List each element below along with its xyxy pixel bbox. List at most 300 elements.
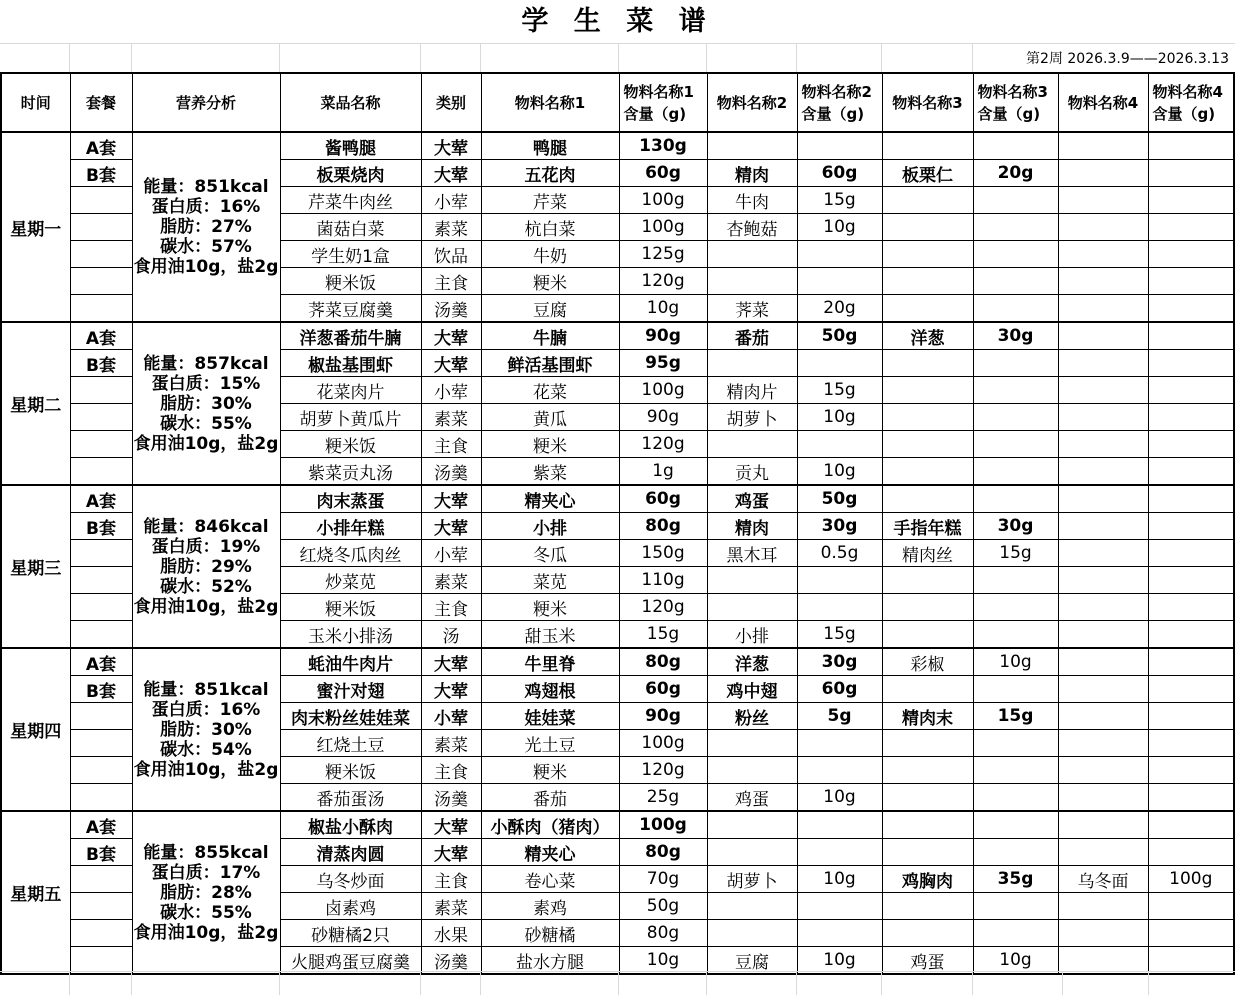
menu-cell: 精肉丝 (882, 540, 973, 567)
menu-cell (1058, 214, 1148, 241)
menu-cell (973, 567, 1058, 594)
menu-cell: 大荤 (421, 485, 481, 513)
menu-cell (882, 187, 973, 214)
menu-cell (1148, 893, 1234, 920)
header-cell: 物料名称1 (481, 73, 619, 132)
menu-cell (1058, 241, 1148, 268)
menu-cell: 蚝油牛肉片 (280, 648, 421, 676)
table-row (1, 648, 1234, 676)
menu-cell: 鲜活基围虾 (481, 350, 619, 377)
menu-cell: 盐水方腿 (481, 947, 619, 975)
menu-cell (973, 377, 1058, 404)
menu-cell (973, 621, 1058, 649)
menu-cell: 鸡蛋 (707, 485, 797, 513)
menu-cell: 乌冬炒面 (280, 866, 421, 893)
menu-cell: 15g (973, 703, 1058, 730)
menu-cell: 汤羹 (421, 947, 481, 975)
nutrition-line: 脂肪：28% (160, 882, 252, 903)
menu-cell: 小酥肉（猪肉） (481, 811, 619, 839)
nutrition-line: 蛋白质：15% (151, 373, 261, 394)
menu-cell (1148, 811, 1234, 839)
menu-cell (707, 132, 797, 160)
menu-cell (1148, 648, 1234, 676)
day-cell: 星期二 (1, 322, 70, 485)
menu-cell: 精肉末 (882, 703, 973, 730)
menu-cell (707, 431, 797, 458)
menu-cell: 卤素鸡 (280, 893, 421, 920)
nutrition-cell (132, 811, 280, 974)
menu-cell (973, 893, 1058, 920)
menu-cell: 大荤 (421, 811, 481, 839)
table-row (1, 811, 1234, 839)
menu-cell: 精肉 (707, 513, 797, 540)
menu-cell: 洋葱番茄牛腩 (280, 322, 421, 350)
menu-cell: 胡萝卜 (707, 866, 797, 893)
menu-table (0, 72, 1235, 975)
menu-cell: 清蒸肉圆 (280, 839, 421, 866)
menu-cell (882, 757, 973, 784)
menu-cell: 120g (619, 594, 707, 621)
menu-cell: 精肉 (707, 160, 797, 187)
combo-cell (70, 540, 132, 567)
menu-cell (973, 431, 1058, 458)
nutrition-line: 蛋白质：17% (151, 862, 261, 883)
menu-cell: 100g (619, 811, 707, 839)
menu-cell (1148, 567, 1234, 594)
menu-cell: 肉末蒸蛋 (280, 485, 421, 513)
menu-cell (973, 757, 1058, 784)
menu-cell: 肉末粉丝娃娃菜 (280, 703, 421, 730)
menu-cell (797, 567, 882, 594)
menu-cell (973, 268, 1058, 295)
menu-cell: 饮品 (421, 241, 481, 268)
header-cell: 物料名称3含量（g) (973, 73, 1058, 132)
menu-cell: 95g (619, 350, 707, 377)
menu-cell (973, 920, 1058, 947)
nutrition-line: 蛋白质：16% (151, 197, 261, 217)
nutrition-line: 食用油10g，盐2g (133, 257, 279, 277)
menu-cell: 鸡蛋 (882, 947, 973, 975)
menu-cell: 100g (1148, 866, 1234, 893)
menu-cell: 15g (797, 621, 882, 649)
menu-cell: 菜苋 (481, 567, 619, 594)
header-cell: 物料名称4 (1058, 73, 1148, 132)
menu-cell: 110g (619, 567, 707, 594)
menu-cell (707, 920, 797, 947)
menu-cell: 杏鲍菇 (707, 214, 797, 241)
nutrition-line: 碳水：55% (160, 413, 252, 434)
header-cell: 菜品名称 (280, 73, 421, 132)
header-cell: 类别 (421, 73, 481, 132)
menu-cell (707, 594, 797, 621)
menu-cell (882, 132, 973, 160)
menu-cell: 精肉片 (707, 377, 797, 404)
combo-cell (70, 295, 132, 323)
menu-cell: 50g (619, 893, 707, 920)
combo-cell (70, 947, 132, 975)
menu-cell: 粳米 (481, 757, 619, 784)
menu-cell (707, 839, 797, 866)
menu-cell (973, 784, 1058, 812)
menu-cell: 大荤 (421, 160, 481, 187)
menu-cell (1148, 187, 1234, 214)
menu-cell (1058, 404, 1148, 431)
day-cell: 星期五 (1, 811, 70, 974)
menu-cell: 素菜 (421, 214, 481, 241)
menu-cell: 20g (797, 295, 882, 323)
menu-cell (973, 458, 1058, 486)
menu-cell: 小排 (707, 621, 797, 649)
menu-cell: 红烧土豆 (280, 730, 421, 757)
menu-cell (973, 350, 1058, 377)
nutrition-line: 食用油10g，盐2g (133, 922, 279, 943)
header-cell: 物料名称2含量（g) (797, 73, 882, 132)
combo-cell (70, 567, 132, 594)
menu-cell (1058, 431, 1148, 458)
combo-cell (70, 784, 132, 812)
menu-cell (973, 187, 1058, 214)
menu-cell: 50g (797, 485, 882, 513)
menu-cell (1148, 214, 1234, 241)
menu-cell (1148, 295, 1234, 323)
combo-cell (70, 703, 132, 730)
menu-cell (1058, 839, 1148, 866)
menu-cell: 10g (797, 866, 882, 893)
menu-cell: 1g (619, 458, 707, 486)
menu-cell (797, 839, 882, 866)
menu-cell: 光土豆 (481, 730, 619, 757)
menu-cell: 汤羹 (421, 295, 481, 323)
menu-cell (1058, 784, 1148, 812)
combo-cell (70, 866, 132, 893)
menu-cell: 胡萝卜 (707, 404, 797, 431)
menu-cell: 10g (619, 295, 707, 323)
menu-cell (973, 811, 1058, 839)
menu-cell (1148, 513, 1234, 540)
nutrition-line: 食用油10g，盐2g (133, 433, 279, 454)
menu-cell (882, 431, 973, 458)
menu-cell: 椒盐小酥肉 (280, 811, 421, 839)
menu-cell (1058, 811, 1148, 839)
combo-cell (70, 757, 132, 784)
menu-cell: 牛肉 (707, 187, 797, 214)
menu-cell: 五花肉 (481, 160, 619, 187)
nutrition-line: 碳水：57% (160, 237, 252, 257)
nutrition-line: 食用油10g，盐2g (133, 759, 279, 780)
menu-cell: 15g (973, 540, 1058, 567)
menu-cell: 乌冬面 (1058, 866, 1148, 893)
menu-cell: 粳米饭 (280, 594, 421, 621)
menu-cell: 小排 (481, 513, 619, 540)
menu-cell: 番茄蛋汤 (280, 784, 421, 812)
menu-cell (1148, 322, 1234, 350)
menu-cell: 学生奶1盒 (280, 241, 421, 268)
menu-cell (1058, 187, 1148, 214)
menu-cell: 素菜 (421, 893, 481, 920)
page-title: 学 生 菜 谱 (521, 6, 714, 37)
menu-cell: 汤 (421, 621, 481, 649)
menu-cell (882, 295, 973, 323)
menu-cell (1148, 404, 1234, 431)
menu-cell (797, 350, 882, 377)
menu-cell: 10g (797, 784, 882, 812)
menu-cell: 120g (619, 757, 707, 784)
menu-cell (973, 214, 1058, 241)
menu-cell (797, 920, 882, 947)
menu-cell (1148, 621, 1234, 649)
menu-cell (882, 839, 973, 866)
menu-cell: 主食 (421, 866, 481, 893)
combo-cell (70, 920, 132, 947)
combo-cell: A套 (70, 322, 132, 350)
menu-cell: 15g (797, 187, 882, 214)
menu-cell: 25g (619, 784, 707, 812)
menu-cell: 汤羹 (421, 458, 481, 486)
nutrition-line: 能量：855kcal (143, 842, 269, 863)
menu-cell (1058, 513, 1148, 540)
menu-cell: 牛腩 (481, 322, 619, 350)
menu-cell: 卷心菜 (481, 866, 619, 893)
menu-cell (1058, 377, 1148, 404)
menu-cell: 大荤 (421, 322, 481, 350)
menu-cell: 60g (619, 485, 707, 513)
menu-cell (1058, 458, 1148, 486)
nutrition-line: 脂肪：30% (160, 393, 252, 414)
menu-cell (1148, 241, 1234, 268)
nutrition-cell (132, 648, 280, 811)
menu-cell (1058, 648, 1148, 676)
nutrition-line: 脂肪：27% (160, 217, 252, 237)
menu-cell: 10g (797, 947, 882, 975)
combo-cell: A套 (70, 811, 132, 839)
menu-cell (707, 811, 797, 839)
menu-cell (1148, 730, 1234, 757)
menu-cell: 小荤 (421, 377, 481, 404)
menu-cell (1058, 268, 1148, 295)
menu-cell (797, 594, 882, 621)
menu-cell (882, 214, 973, 241)
menu-cell: 粳米饭 (280, 757, 421, 784)
menu-cell: 冬瓜 (481, 540, 619, 567)
combo-cell (70, 187, 132, 214)
menu-cell: 贡丸 (707, 458, 797, 486)
combo-cell: B套 (70, 513, 132, 540)
menu-cell: 红烧冬瓜肉丝 (280, 540, 421, 567)
menu-cell (882, 621, 973, 649)
menu-cell: 粳米 (481, 268, 619, 295)
menu-cell (1148, 676, 1234, 703)
menu-cell (882, 784, 973, 812)
menu-cell (973, 132, 1058, 160)
menu-cell: 30g (973, 513, 1058, 540)
menu-cell (797, 132, 882, 160)
menu-cell: 鸭腿 (481, 132, 619, 160)
menu-cell: 粉丝 (707, 703, 797, 730)
combo-cell (70, 214, 132, 241)
menu-cell: 玉米小排汤 (280, 621, 421, 649)
menu-cell: 小荤 (421, 540, 481, 567)
menu-cell: 粳米 (481, 431, 619, 458)
nutrition-line: 食用油10g，盐2g (133, 596, 279, 617)
menu-cell: 紫菜 (481, 458, 619, 486)
menu-cell: 0.5g (797, 540, 882, 567)
menu-cell: 荠菜 (707, 295, 797, 323)
menu-cell: 荠菜豆腐羹 (280, 295, 421, 323)
menu-cell (1148, 594, 1234, 621)
menu-cell: 芹菜 (481, 187, 619, 214)
menu-cell: 70g (619, 866, 707, 893)
menu-cell: 100g (619, 187, 707, 214)
menu-cell (797, 730, 882, 757)
menu-cell: 黑木耳 (707, 540, 797, 567)
table-row (1, 485, 1234, 513)
menu-cell: 80g (619, 513, 707, 540)
menu-cell (1058, 730, 1148, 757)
menu-cell: 炒菜苋 (280, 567, 421, 594)
combo-cell (70, 594, 132, 621)
nutrition-line: 碳水：52% (160, 576, 252, 597)
menu-cell (1058, 594, 1148, 621)
menu-cell: 100g (619, 214, 707, 241)
menu-cell (882, 458, 973, 486)
menu-cell: 30g (973, 322, 1058, 350)
combo-cell: B套 (70, 160, 132, 187)
menu-cell: 大荤 (421, 513, 481, 540)
menu-cell: 娃娃菜 (481, 703, 619, 730)
menu-cell: 60g (797, 676, 882, 703)
menu-cell: 80g (619, 920, 707, 947)
menu-cell: 小排年糕 (280, 513, 421, 540)
menu-cell: 主食 (421, 431, 481, 458)
menu-cell (973, 295, 1058, 323)
menu-cell: 杭白菜 (481, 214, 619, 241)
menu-cell: 洋葱 (882, 322, 973, 350)
menu-cell (973, 839, 1058, 866)
menu-cell (1058, 676, 1148, 703)
menu-cell: 汤羹 (421, 784, 481, 812)
menu-cell: 砂糖橘2只 (280, 920, 421, 947)
header-cell: 时间 (1, 73, 70, 132)
menu-cell (1058, 621, 1148, 649)
menu-cell (973, 404, 1058, 431)
menu-cell (1148, 431, 1234, 458)
combo-cell: A套 (70, 132, 132, 160)
menu-cell (1148, 458, 1234, 486)
menu-cell (973, 485, 1058, 513)
menu-cell: 鸡中翅 (707, 676, 797, 703)
menu-cell (882, 567, 973, 594)
nutrition-line: 蛋白质：19% (151, 536, 261, 557)
menu-cell: 番茄 (707, 322, 797, 350)
menu-cell: 火腿鸡蛋豆腐羹 (280, 947, 421, 975)
menu-cell (973, 241, 1058, 268)
menu-cell: 大荤 (421, 648, 481, 676)
menu-cell: 牛里脊 (481, 648, 619, 676)
menu-cell: 花菜肉片 (280, 377, 421, 404)
menu-cell: 10g (797, 458, 882, 486)
week-info: 第2周 2026.3.9——2026.3.13 (1026, 51, 1229, 67)
menu-cell (1148, 703, 1234, 730)
menu-cell: 鸡蛋 (707, 784, 797, 812)
menu-cell: 水果 (421, 920, 481, 947)
menu-cell (882, 730, 973, 757)
menu-cell (882, 350, 973, 377)
menu-cell (973, 730, 1058, 757)
menu-cell: 精夹心 (481, 839, 619, 866)
menu-cell: 80g (619, 839, 707, 866)
menu-cell: 100g (619, 377, 707, 404)
menu-cell: 砂糖橘 (481, 920, 619, 947)
nutrition-line: 能量：857kcal (143, 353, 269, 374)
menu-cell: 60g (797, 160, 882, 187)
menu-cell: 番茄 (481, 784, 619, 812)
nutrition-line: 碳水：54% (160, 739, 252, 760)
menu-cell: 15g (797, 377, 882, 404)
menu-cell: 10g (797, 214, 882, 241)
menu-cell: 彩椒 (882, 648, 973, 676)
menu-cell (882, 811, 973, 839)
header-cell: 物料名称2 (707, 73, 797, 132)
menu-cell: 大荤 (421, 132, 481, 160)
menu-cell (1148, 920, 1234, 947)
menu-cell: 菌菇白菜 (280, 214, 421, 241)
menu-cell: 鸡胸肉 (882, 866, 973, 893)
menu-cell (1058, 567, 1148, 594)
menu-cell: 板栗烧肉 (280, 160, 421, 187)
nutrition-line: 碳水：55% (160, 902, 252, 923)
menu-cell (1058, 350, 1148, 377)
menu-cell: 35g (973, 866, 1058, 893)
menu-cell: 黄瓜 (481, 404, 619, 431)
menu-cell (973, 676, 1058, 703)
menu-cell: 30g (797, 648, 882, 676)
menu-cell (1058, 485, 1148, 513)
menu-cell (707, 730, 797, 757)
menu-cell (1058, 132, 1148, 160)
menu-cell: 60g (619, 676, 707, 703)
menu-cell (973, 594, 1058, 621)
menu-cell: 板栗仁 (882, 160, 973, 187)
menu-cell: 90g (619, 404, 707, 431)
menu-cell (1148, 485, 1234, 513)
menu-cell: 豆腐 (707, 947, 797, 975)
menu-cell: 10g (973, 648, 1058, 676)
menu-cell (797, 431, 882, 458)
menu-cell: 大荤 (421, 676, 481, 703)
nutrition-line: 能量：851kcal (143, 177, 269, 197)
combo-cell (70, 268, 132, 295)
menu-cell: 90g (619, 322, 707, 350)
header-cell: 营养分析 (132, 73, 280, 132)
menu-cell: 甜玉米 (481, 621, 619, 649)
header-row (1, 73, 1234, 132)
menu-cell (882, 485, 973, 513)
menu-cell (1148, 540, 1234, 567)
menu-cell: 10g (797, 404, 882, 431)
menu-cell (1058, 893, 1148, 920)
table-row (1, 322, 1234, 350)
menu-cell: 素菜 (421, 567, 481, 594)
menu-cell: 20g (973, 160, 1058, 187)
menu-cell: 主食 (421, 594, 481, 621)
nutrition-cell (132, 485, 280, 648)
menu-cell (882, 893, 973, 920)
menu-cell: 素鸡 (481, 893, 619, 920)
menu-cell: 粳米饭 (280, 431, 421, 458)
combo-cell: A套 (70, 648, 132, 676)
week-info-row (0, 43, 1235, 73)
menu-cell (707, 893, 797, 920)
